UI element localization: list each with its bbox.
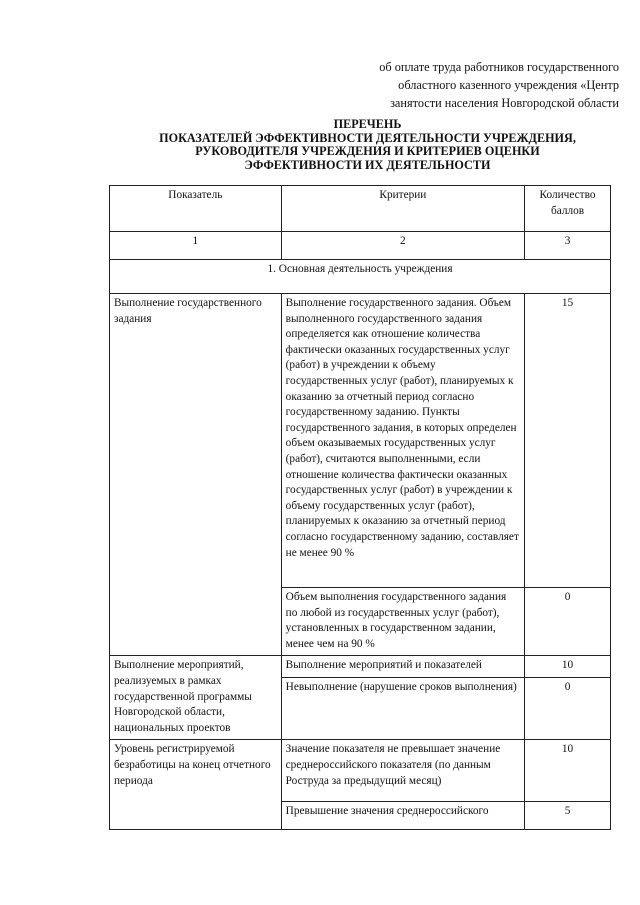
criterion-cell: Выполнение государственного задания. Объем выполненного государственного задания определяется как отношение количества фактически оказанных государственных услуг (работ) в учреждении к объему государственных услуг (работ), планируемых к оказанию за отчетный период согласно государственному заданию. Пункты государственного задания, в которых определен объем оказываемых государственных услуг (работ), считаются выполненными, если отношение количества фактически оказанных государственных услуг (работ) в учреждении к объему государственных услуг (работ), планируемых к оказанию за отчетный период согласно государственному заданию, составляет не менее 90 % xyxy=(281,294,524,588)
section-row xyxy=(110,260,611,294)
table-header-row xyxy=(110,186,611,232)
title-line: ПЕРЕЧЕНЬ xyxy=(333,117,402,131)
column-number-row xyxy=(110,232,611,260)
table-row xyxy=(110,740,611,802)
indicator-cell: Выполнение государственного задания xyxy=(110,294,282,656)
points-cell: 10 xyxy=(525,740,611,802)
section-title: 1. Основная деятельность учреждения xyxy=(110,260,611,294)
table-row xyxy=(110,656,611,678)
criterion-cell: Объем выполнения государственного задания по любой из государственных услуг (работ), установленных в государственном задании, менее чем на 90 % xyxy=(281,588,524,656)
indicator-cell: Уровень регистрируемой безработицы на конец отчетного периода xyxy=(110,740,282,830)
points-cell: 0 xyxy=(525,678,611,740)
document-title xyxy=(100,118,635,172)
header-criteria: Критерии xyxy=(281,186,524,232)
points-cell: 5 xyxy=(525,802,611,830)
column-number: 3 xyxy=(525,232,611,260)
title-line: ПОКАЗАТЕЛЕЙ ЭФФЕКТИВНОСТИ ДЕЯТЕЛЬНОСТИ УЧРЕЖДЕНИЯ, xyxy=(159,130,576,145)
title-line: РУКОВОДИТЕЛЯ УЧРЕЖДЕНИЯ И КРИТЕРИЕВ ОЦЕНКИ xyxy=(195,144,540,158)
criterion-cell: Значение показателя не превышает значение среднероссийского показателя (по данным Роструда за предыдущий месяц) xyxy=(281,740,524,802)
header-line: об оплате труда работников государственного xyxy=(379,60,619,74)
indicator-cell: Выполнение мероприятий, реализуемых в рамках государственной программы Новгородской области, национальных проектов xyxy=(110,656,282,740)
header-indicator: Показатель xyxy=(110,186,282,232)
header-line: занятости населения Новгородской области xyxy=(390,96,619,110)
table-row xyxy=(110,294,611,588)
indicators-table xyxy=(109,185,611,830)
points-cell: 10 xyxy=(525,656,611,678)
document-header xyxy=(359,58,619,112)
points-cell: 15 xyxy=(525,294,611,588)
criterion-cell: Выполнение мероприятий и показателей xyxy=(281,656,524,678)
points-cell: 0 xyxy=(525,588,611,656)
column-number: 1 xyxy=(110,232,282,260)
header-points: Количество баллов xyxy=(525,186,611,232)
column-number: 2 xyxy=(281,232,524,260)
criterion-cell: Невыполнение (нарушение сроков выполнения) xyxy=(281,678,524,740)
criterion-cell: Превышение значения среднероссийского xyxy=(281,802,524,830)
title-line: ЭФФЕКТИВНОСТИ ИХ ДЕЯТЕЛЬНОСТИ xyxy=(244,157,491,172)
header-line: областного казенного учреждения «Центр xyxy=(398,78,619,92)
